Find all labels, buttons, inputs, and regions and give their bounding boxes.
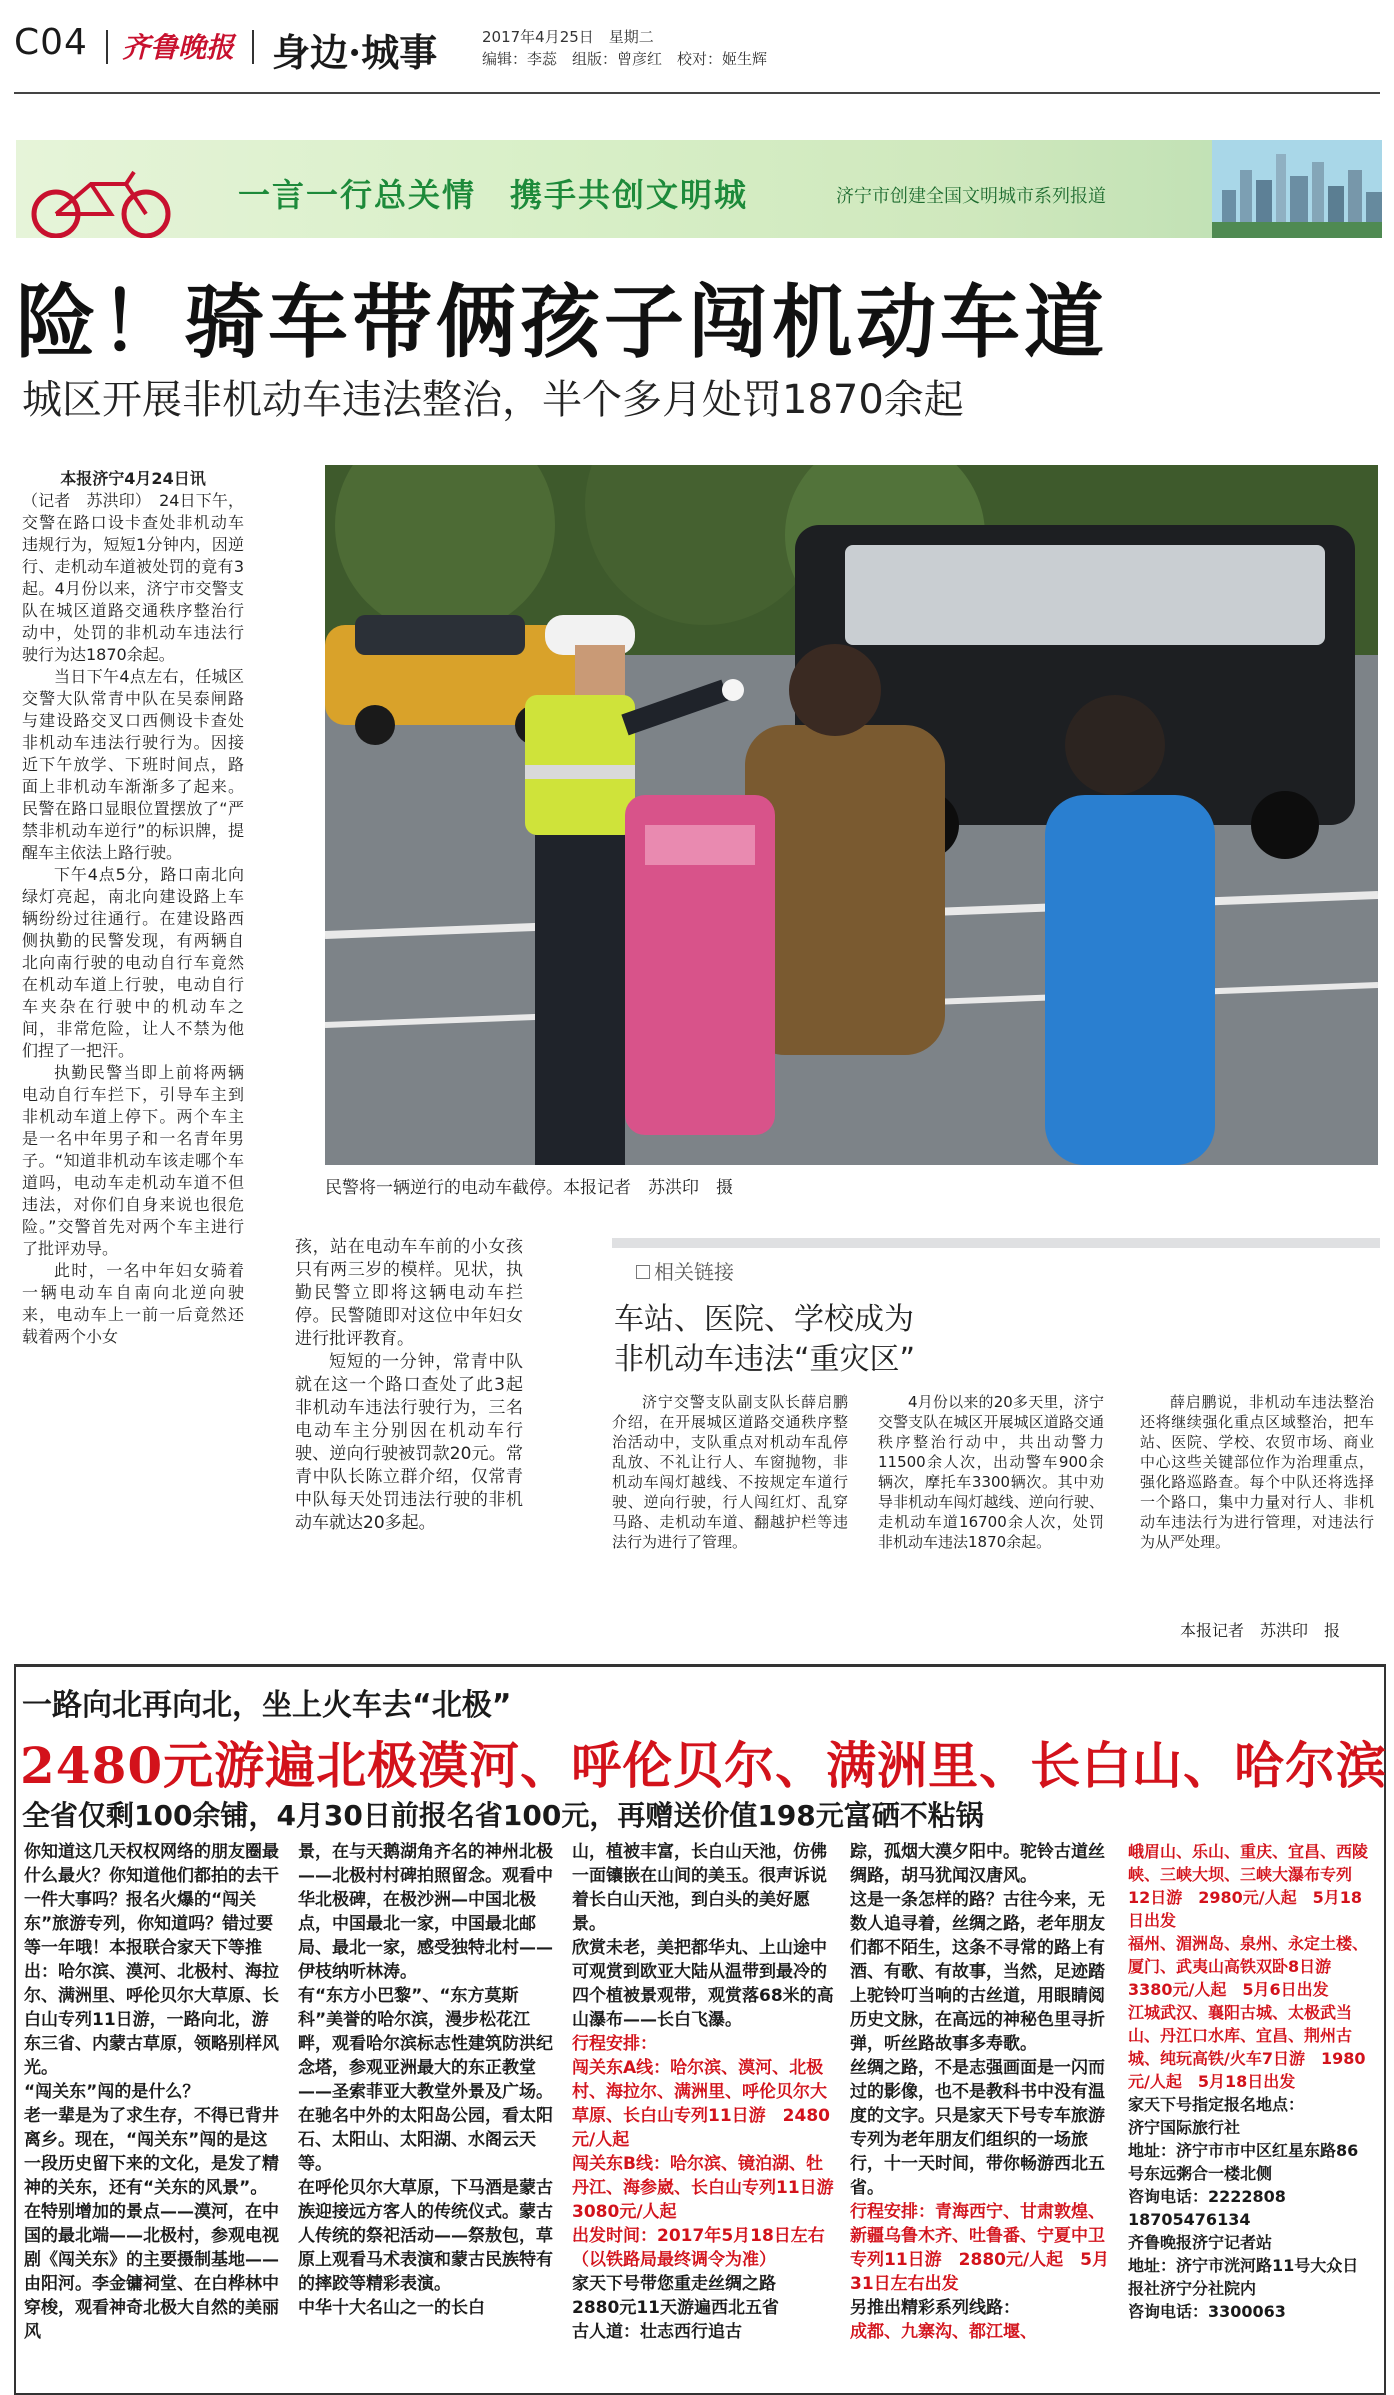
square-icon <box>636 1265 650 1279</box>
ad-paragraph: 另推出精彩系列线路： <box>850 2298 1020 2318</box>
article-paragraph: （记者 苏洪印） 24日下午，交警在路口设卡查处非机动车违规行为，短短1分钟内，因逆行、走机动车道被处罚的竟有3起。4月份以来，济宁市交警支队在城区道路交通秩序整治行动中，处罚的非机动车违法行驶行为达1870余起。 <box>22 491 244 664</box>
ad-station-address: 地址：济宁市洸河路11号大众日报社济宁分社院内 <box>1128 2256 1359 2298</box>
news-photo <box>325 465 1378 1165</box>
ad-route: 峨眉山、乐山、重庆、宜昌、西陵峡、三峡大坝、三峡大瀑布专列12日游 2980元/人起 5月18日出发 <box>1128 1842 1369 1930</box>
ad-paragraph: 老一辈是为了求生存，不得已背井离乡。现在，“闯关东”闯的是这一段历史留下来的文化，是发了精神的关东，还有“关东的风景”。 <box>24 2106 279 2198</box>
ad-column-4 <box>850 1840 1112 2344</box>
ad-route: 江城武汉、襄阳古城、太极武当山、丹江口水库、宜昌、荆州古城、纯玩高铁/火车7日游 1980元/人起 5月18日出发 <box>1128 2003 1366 2091</box>
article-column-1 <box>22 468 244 1348</box>
city-skyline-icon <box>1212 140 1382 238</box>
related-column-3: 薛启鹏说，非机动车违法整治还将继续强化重点区域整治，把车站、医院、学校、农贸市场、商业中心这些关键部位作为治理重点，强化路巡路查。每个中队还将选择一个路口，集中力量对行人、非机动车违法行为进行管理，对违法行为从严处理。 <box>1140 1393 1374 1551</box>
ad-agency-address: 地址：济宁市市中区红星东路86号东远粥合一楼北侧 <box>1128 2141 1359 2183</box>
ad-signup-label: 家天下号指定报名地点： <box>1128 2095 1305 2114</box>
main-headline: 险！骑车带俩孩子闯机动车道 <box>16 275 1108 369</box>
related-title-line: 非机动车违法“重灾区” <box>614 1342 916 1377</box>
ad-route: 闯关东A线：哈尔滨、漠河、北极村、海拉尔、满洲里、呼伦贝尔大草原、长白山专列11日游 2480元/人起 <box>572 2058 830 2150</box>
staff-credits: 编辑：李蕊 组版：曾彦红 校对：姬生辉 <box>482 50 768 68</box>
article-paragraph: 当日下午4点左右，任城区交警大队常青中队在吴泰闸路与建设路交叉口西侧设卡查处非机动车违法行驶行为。因接近下午放学、下班时间点，路面上非机动车渐渐多了起来。民警在路口显眼位置摆放了“严禁非机动车逆行”的标识牌，提醒车主依法上路行驶。 <box>22 667 244 862</box>
ad-paragraph: 家天下号带您重走丝绸之路 <box>572 2274 776 2294</box>
ad-paragraph: 古人道：壮志西行追古 <box>572 2322 742 2342</box>
ad-paragraph: 你知道这几天权权网络的朋友圈最什么最火？你知道他们都拍的去干一件大事吗？报名火爆的“闯关东”旅游专列，你知道吗？错过要等一年哦！本报联合家天下等推出：哈尔滨、漠河、北极村、海拉尔、满洲里、呼伦贝尔大草原、长白山专列11日游，一路向北，游东三省、内蒙古草原，领略别样风光。 <box>24 1842 279 2078</box>
ad-agency-name: 济宁国际旅行社 <box>1128 2118 1241 2137</box>
header-rule <box>14 92 1380 94</box>
related-title-line: 车站、医院、学校成为 <box>614 1302 914 1337</box>
related-column-2: 4月份以来的20多天里，济宁交警支队在城区开展城区道路交通秩序整治行动中，共出动警力11500余人次，出动警车900余辆次，摩托车3300辆次。其中劝导非机动车闯灯越线、逆向行驶、走机动车道16700余人次，处罚非机动车违法1870余起。 <box>878 1393 1104 1551</box>
ad-paragraph: 山，植被丰富，长白山天池，仿佛一面镶嵌在山间的美玉。很声诉说着长白山天池，到白头的美好愿景。 <box>572 1842 827 1934</box>
photo-caption: 民警将一辆逆行的电动车截停。本报记者 苏洪印 摄 <box>325 1178 733 1198</box>
issue-date: 2017年4月25日 星期二 <box>482 28 654 46</box>
ad-column-5 <box>1128 1840 1374 2323</box>
ad-agency-phone: 咨询电话：2222808 18705476134 <box>1128 2187 1302 2229</box>
ad-route: 行程安排：青海西宁、甘肃敦煌、新疆乌鲁木齐、吐鲁番、宁夏中卫专列11日游 2880元/人起 5月31日左右出发 <box>850 2202 1110 2294</box>
section-title: 身边·城事 <box>272 30 438 75</box>
sub-headline: 城区开展非机动车违法整治，半个多月处罚1870余起 <box>22 377 964 423</box>
ad-paragraph: 这是一条怎样的路？古往今来，无数人追寻着，丝绸之路，老年朋友们都不陌生，这条不寻常的路上有酒、有歌、有故事，当然，足迹踏上驼铃叮当响的古丝道，用眼睛阅历史文脉，在高远的神秘色里寻折弹，听丝路故事多寿歌。 <box>850 1890 1105 2054</box>
ad-route: 成都、九寨沟、都江堰、 <box>850 2322 1037 2342</box>
ad-column-3 <box>572 1840 851 2344</box>
ad-station-phone: 咨询电话：3300063 <box>1128 2302 1286 2321</box>
article-paragraph: 孩，站在电动车车前的小女孩只有两三岁的模样。见状，执勤民警立即将这辆电动车拦停。民警随即对这位中年妇女进行批评教育。 <box>295 1237 523 1349</box>
article-paragraph: 执勤民警当即上前将两辆电动自行车拦下，引导车主到非机动车道上停下。两个车主是一名中年男子和一名青年男子。“知道非机动车该走哪个车道吗，电动车走机动车道不但违法，对你们自身来说也很危险。”交警首先对两个车主进行了批评劝导。 <box>22 1063 244 1258</box>
ad-column-1 <box>24 1840 282 2344</box>
ad-red-title: 2480元游遍北极漠河、呼伦贝尔、满洲里、长白山、哈尔滨 <box>20 1736 1388 1795</box>
article-paragraph: 此时，一名中年妇女骑着一辆电动车自南向北逆向驶来，电动车上一前一后竟然还载着两个小女 <box>22 1261 244 1346</box>
ad-kicker: 一路向北再向北，坐上火车去“北极” <box>22 1688 512 1723</box>
ad-paragraph: 在呼伦贝尔大草原，下马酒是蒙古族迎接远方客人的传统仪式。蒙古人传统的祭祀活动——祭敖包，草原上观看马术表演和蒙古民族特有的摔跤等精彩表演。 <box>298 2178 553 2294</box>
ad-route: 福州、湄洲岛、泉州、永定土楼、厦门、武夷山高铁双卧8日游 3380元/人起 5月6日出发 <box>1128 1934 1369 1999</box>
traffic-police-photo <box>325 465 1378 1165</box>
ad-paragraph: 中华十大名山之一的长白 <box>298 2298 485 2318</box>
ad-paragraph: “闯关东”闯的是什么？ <box>24 2082 200 2102</box>
banner-tag: 济宁市创建全国文明城市系列报道 <box>836 186 1106 207</box>
ad-paragraph: 景，在与天鹅湖角齐名的神州北极——北极村村碑拍照留念。观看中华北极碑，在极沙洲—中国北极点，中国最北一家，中国最北邮局、最北一家，感受独特北村——伊枝纳听林涛。 <box>298 1842 553 1982</box>
page-code: C04 <box>14 22 88 63</box>
article-column-2 <box>295 1236 523 1535</box>
campaign-banner <box>16 140 1382 238</box>
ad-paragraph: 有“东方小巴黎”、“东方莫斯科”美誉的哈尔滨，漫步松花江畔，观看哈尔滨标志性建筑防洪纪念塔，参观亚洲最大的东正教堂——圣索菲亚大教堂外景及广场。在驰名中外的太阳岛公园，看太阳石、太阳山、太阳湖、水阁云天等。 <box>298 1986 553 2174</box>
related-link-text: 相关链接 <box>654 1260 734 1284</box>
ad-paragraph: 欣赏未老，美把都华丸、上山途中可观赏到欧亚大陆从温带到最冷的四个植被景观带，观赏落68米的高山瀑布——长白飞瀑。 <box>572 1938 834 2030</box>
ad-itinerary-label: 行程安排： <box>572 2034 657 2054</box>
bicycle-icon <box>16 170 196 238</box>
related-column-1: 济宁交警支队副支队长薛启鹏介绍，在开展城区道路交通秩序整治活动中，支队重点对机动车乱停乱放、不礼让行人、车窗抛物，非机动车闯灯越线、不按规定车道行驶、逆向行驶，行人闯红灯、乱穿马路、走机动车道、翻越护栏等违法行为进行了管理。 <box>612 1393 848 1551</box>
article-paragraph: 短短的一分钟，常青中队就在这一个路口查处了此3起非机动车违法行驶行为，三名电动车主分别因在机动车行驶、逆向行驶被罚款20元。常青中队长陈立群介绍，仅常青中队每天处罚违法行驶的非机动车就达20多起。 <box>295 1352 523 1533</box>
article-dateline: 本报济宁4月24日讯 <box>60 469 206 488</box>
header-divider <box>106 30 108 64</box>
related-title <box>614 1300 915 1380</box>
ad-paragraph: 丝绸之路，不是志强画面是一闪而过的影像，也不是教科书中没有温度的文字。只是家天下号专车旅游专列为老年朋友们组织的一场旅行，十一天时间，带你畅游西北五省。 <box>850 2058 1105 2198</box>
paper-logo: 齐鲁晚报 <box>122 31 235 64</box>
ad-paragraph: 2880元11天游遍西北五省 <box>572 2298 779 2318</box>
article-paragraph: 下午4点5分，路口南北向绿灯亮起，南北向建设路上车辆纷纷过往通行。在建设路西侧执勤的民警发现，有两辆自北向南行驶的电动自行车竟然在机动车道上行驶，电动自行车夹杂在行驶中的机动车之间，非常危险，让人不禁为他们捏了一把汗。 <box>22 865 244 1060</box>
related-link-label <box>636 1256 734 1285</box>
related-byline: 本报记者 苏洪印 报 <box>1180 1621 1341 1640</box>
header-divider <box>252 30 254 64</box>
ad-station-name: 齐鲁晚报济宁记者站 <box>1128 2233 1273 2252</box>
ad-paragraph: 踪，孤烟大漠夕阳中。驼铃古道丝绸路，胡马犹闻汉唐风。 <box>850 1842 1105 1886</box>
ad-column-2 <box>298 1840 556 2320</box>
banner-slogan: 一言一行总关情 携手共创文明城 <box>238 176 749 214</box>
ad-subtitle: 全省仅剩100余铺，4月30日前报名省100元，再赠送价值198元富硒不粘锅 <box>22 1799 984 1832</box>
ad-paragraph: 在特别增加的景点——漠河，在中国的最北端——北极村，参观电视剧《闯关东》的主要摄制基地——由阳河。李金镛祠堂、在白桦林中穿梭，观看神奇北极大自然的美丽风 <box>24 2202 279 2342</box>
ad-departure: 出发时间：2017年5月18日左右（以铁路局最终调令为准） <box>572 2226 825 2270</box>
ad-route: 闯关东B线：哈尔滨、镜泊湖、牡丹江、海参崴、长白山专列11日游 3080元/人起 <box>572 2154 851 2222</box>
